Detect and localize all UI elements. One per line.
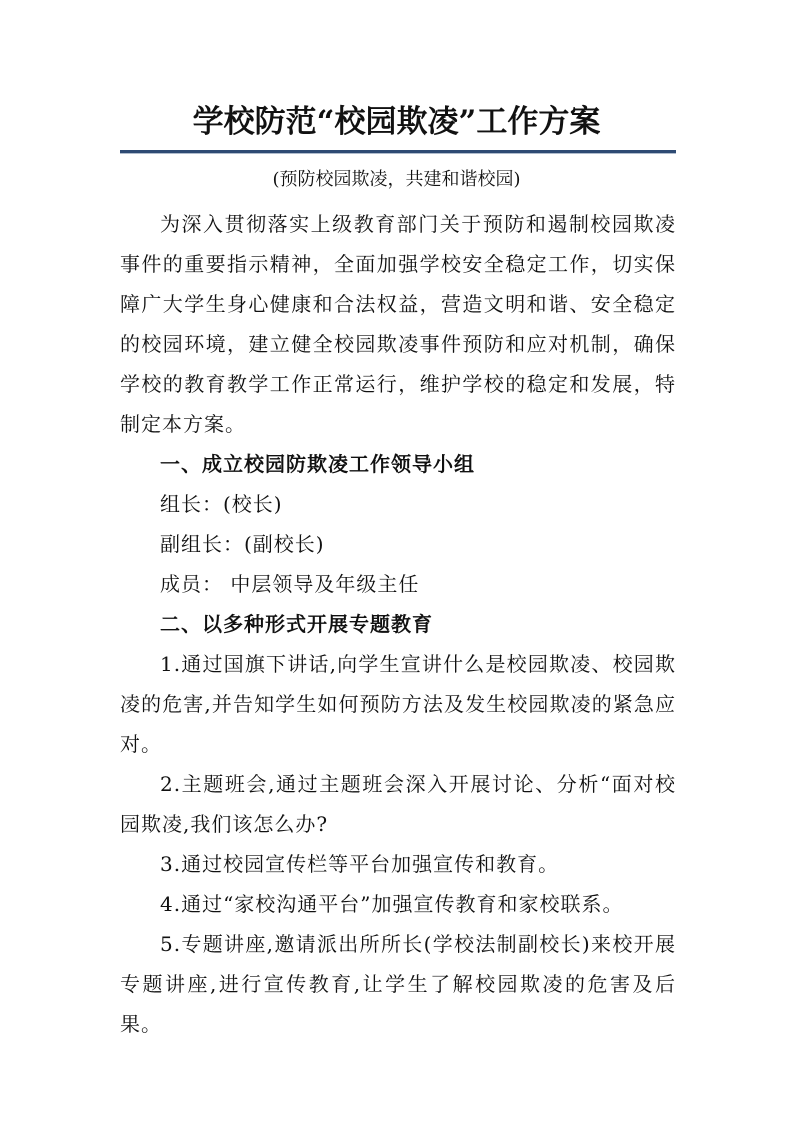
document-body [120, 204, 676, 1044]
deputy-leader-line: 副组长：(副校长) [160, 532, 325, 556]
intro-paragraph: 为深入贯彻落实上级教育部门关于预防和遏制校园欺凌事件的重要指示精神，全面加强学校安全稳定工作，切实保障广大学生身心健康和合法权益，营造文明和谐、安全稳定的校园环境，建立健全校园欺凌事件预防和应对机制，确保学校的教育教学工作正常运行，维护学校的稳定和发展，特制定本方案。 [120, 212, 676, 436]
list-item-5: 5.专题讲座,邀请派出所所长(学校法制副校长)来校开展专题讲座,进行宣传教育,让学生了解校园欺凌的危害及后果。 [120, 932, 676, 1036]
list-item-3: 3.通过校园宣传栏等平台加强宣传和教育。 [160, 852, 560, 876]
members-line: 成员： 中层领导及年级主任 [160, 572, 420, 596]
section-heading-1: 一、成立校园防欺凌工作领导小组 [160, 452, 475, 476]
list-item-2: 2.主题班会,通过主题班会深入开展讨论、分析“面对校园欺凌,我们该怎么办? [120, 772, 676, 836]
document-title: 学校防范“校园欺凌”工作方案 [192, 104, 601, 140]
document-subtitle: (预防校园欺凌，共建和谐校园) [272, 169, 521, 190]
title-underline [120, 150, 676, 154]
list-item-4: 4.通过“家校沟通平台”加强宣传教育和家校联系。 [160, 892, 624, 916]
list-item-1: 1.通过国旗下讲话,向学生宣讲什么是校园欺凌、校园欺凌的危害,并告知学生如何预防方法及发生校园欺凌的紧急应对。 [120, 652, 676, 756]
group-leader-line: 组长：(校长) [160, 492, 283, 516]
section-heading-2: 二、以多种形式开展专题教育 [160, 612, 433, 636]
